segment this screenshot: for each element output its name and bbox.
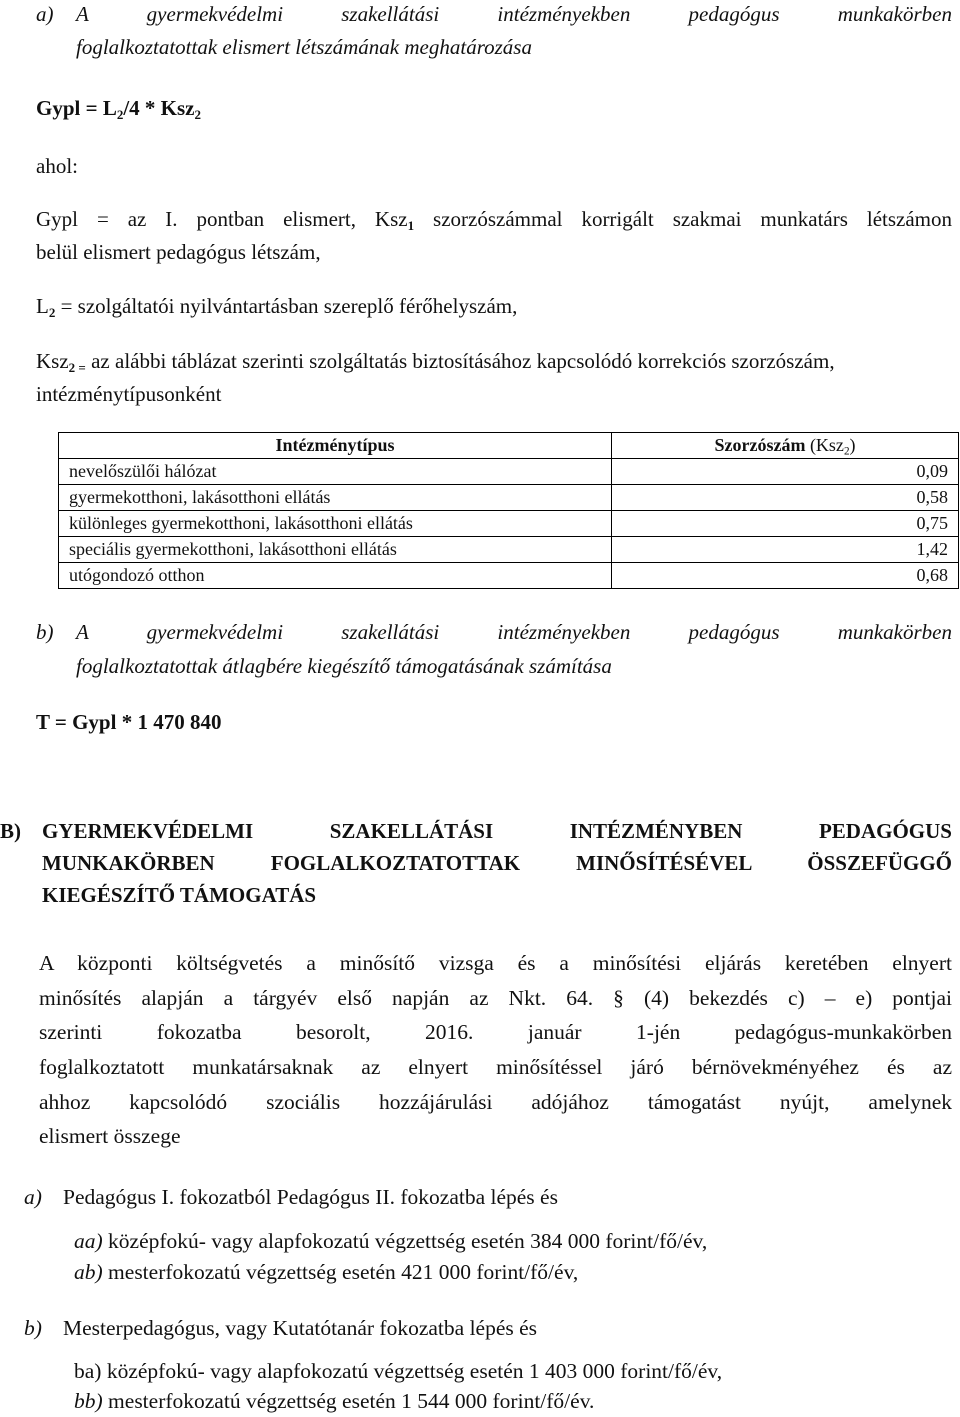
paragraph-line3: szerinti fokozatba besorolt, 2016. január 1-jén pedagógus-munkakörben (39, 1020, 952, 1044)
item-ab: ab) mesterfokozatú végzettség esetén 421 000 forint/fő/év, (74, 1260, 579, 1284)
item-a-label: a) (24, 1185, 42, 1209)
table-header-row (59, 433, 959, 459)
section-B-title-line1: GYERMEKVÉDELMI SZAKELLÁTÁSI INTÉZMÉNYBEN PEDAGÓGUS (42, 819, 952, 843)
gypl-definition-line2: belül elismert pedagógus létszám, (36, 240, 321, 264)
row-value: 0,68 (612, 563, 959, 589)
table-row (59, 511, 959, 537)
section-B-title-line3: KIEGÉSZÍTŐ TÁMOGATÁS (42, 883, 317, 907)
row-type: nevelőszülői hálózat (59, 459, 612, 485)
section-a-title-line1: A gyermekvédelmi szakellátási intézményekben pedagógus munkakörben (76, 2, 952, 26)
section-a-label: a) (36, 2, 54, 26)
row-type: speciális gyermekotthoni, lakásotthoni ellátás (59, 537, 612, 563)
row-type: különleges gyermekotthoni, lakásotthoni ellátás (59, 511, 612, 537)
section-B-label: B) (0, 819, 21, 843)
section-B-title-line2: MUNKAKÖRBEN FOGLALKOZTATOTTAK MINŐSÍTÉSÉVEL ÖSSZEFÜGGŐ (42, 851, 952, 875)
section-b-title-line1: A gyermekvédelmi szakellátási intézményekben pedagógus munkakörben (76, 620, 952, 644)
item-b-label: b) (24, 1316, 42, 1340)
item-bb: bb) mesterfokozatú végzettség esetén 1 544 000 forint/fő/év. (74, 1389, 595, 1413)
row-value: 0,75 (612, 511, 959, 537)
ahol-label: ahol: (36, 154, 78, 178)
item-ba: ba) középfokú- vagy alapfokozatú végzettség esetén 1 403 000 forint/fő/év, (74, 1359, 723, 1383)
row-value: 0,58 (612, 485, 959, 511)
section-b-label: b) (36, 620, 54, 644)
paragraph-line1: A központi költségvetés a minősítő vizsga és a minősítési eljárás keretében elnyert (39, 951, 952, 975)
paragraph-line5: ahhoz kapcsolódó szociális hozzájárulási adójához támogatást nyújt, amelynek (39, 1090, 952, 1114)
t-formula: T = Gypl * 1 470 840 (36, 710, 222, 734)
table-row (59, 459, 959, 485)
multiplier-table (58, 432, 959, 589)
table-row (59, 563, 959, 589)
table-row (59, 537, 959, 563)
ksz-definition-line2: intézménytípusonként (36, 382, 222, 406)
gypl-formula: Gypl = $L_2/4 * Ksz_2$ (36, 96, 202, 122)
ksz-definition-line1: Ksz$_{2 =}$ az alábbi táblázat szerinti szolgáltatás biztosításához kapcsolódó korrekciós szorzószám, (36, 349, 835, 375)
paragraph-line4: foglalkoztatott munkatársaknak az elnyert minősítéssel járó bérnövekményéhez és az (39, 1055, 952, 1079)
item-a-text: Pedagógus I. fokozatból Pedagógus II. fokozatba lépés és (63, 1185, 558, 1209)
section-b-title-line2: foglalkoztatottak átlagbére kiegészítő támogatásának számítása (76, 654, 612, 678)
paragraph-line2: minősítés alapján a tárgyév első napján az Nkt. 64. § (4) bekezdés c) – e) pontjai (39, 986, 952, 1010)
section-a-title-line2: foglalkoztatottak elismert létszámának meghatározása (76, 35, 532, 59)
header-institution-type: Intézménytípus (59, 433, 612, 459)
table-row (59, 485, 959, 511)
row-type: gyermekotthoni, lakásotthoni ellátás (59, 485, 612, 511)
header-multiplier: Szorzószám (Ksz$_2$) (612, 433, 959, 459)
paragraph-line6: elismert összege (39, 1124, 181, 1148)
item-b-text: Mesterpedagógus, vagy Kutatótanár fokozatba lépés és (63, 1316, 538, 1340)
row-type: utógondozó otthon (59, 563, 612, 589)
row-value: 0,09 (612, 459, 959, 485)
item-aa: aa) középfokú- vagy alapfokozatú végzettség esetén 384 000 forint/fő/év, (74, 1229, 708, 1253)
l2-definition: $L_2$ = szolgáltatói nyilvántartásban szereplő férőhelyszám, (36, 294, 518, 320)
gypl-definition-line1: Gypl = az I. pontban elismert, Ksz$_1$ szorzószámmal korrigált szakmai munkatárs létszámon (36, 207, 952, 233)
row-value: 1,42 (612, 537, 959, 563)
